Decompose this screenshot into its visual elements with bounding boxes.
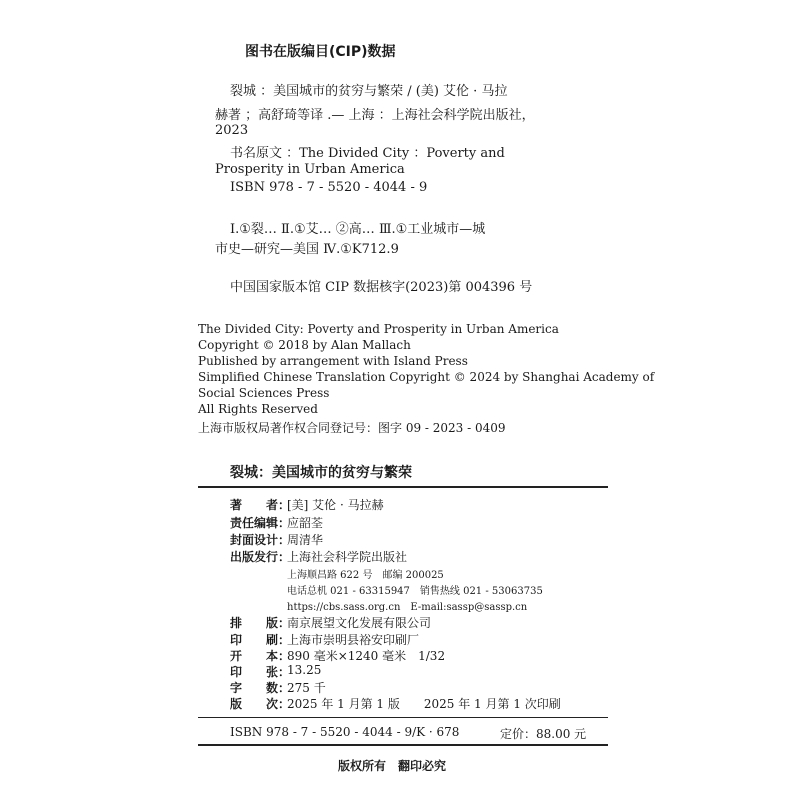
contract-registration: 上海市版权局著作权合同登记号：图字 09 - 2023 - 0409 <box>198 421 506 435</box>
sheets-value: 13.25 <box>287 663 322 677</box>
edition-label: 版 次： <box>230 697 291 711</box>
cip-line-5: Prosperity in Urban America <box>215 162 405 177</box>
editor-label: 责任编辑： <box>230 516 291 530</box>
cip-classification-2: 市史—研究—美国 Ⅳ.①K712.9 <box>215 242 399 257</box>
publisher-web: https://cbs.sass.org.cn E-mail:sassp@sassp.cn <box>287 602 528 613</box>
typeset-label: 排 版： <box>230 616 291 630</box>
cip-line-2: 赫著 ；高舒琦等译 .— 上海 ：上海社会科学院出版社， <box>215 108 535 123</box>
edition-value: 2025 年 1 月第 1 版 2025 年 1 月第 1 次印刷 <box>287 697 561 711</box>
rights-reserved-line: All Rights Reserved <box>198 402 318 416</box>
rights-footer: 版权所有 翻印必究 <box>338 759 447 773</box>
format-label: 开 本： <box>230 649 291 663</box>
author-label: 著 者： <box>230 498 291 512</box>
author-value: [美] 艾伦 · 马拉赫 <box>287 498 384 512</box>
credits-top-rule <box>198 486 608 488</box>
publisher-phones: 电话总机 021 - 63315947 销售热线 021 - 53063735 <box>287 586 543 597</box>
editor-value: 应韶荃 <box>287 516 324 530</box>
arrangement-line: Published by arrangement with Island Press <box>198 354 468 368</box>
print-value: 上海市崇明县裕安印刷厂 <box>287 633 420 647</box>
cip-line-4: 书名原文 ：The Divided City ：Poverty and <box>230 146 505 161</box>
cip-heading: 图书在版编目(CIP)数据 <box>245 44 396 60</box>
format-value: 890 毫米×1240 毫米 1/32 <box>287 649 446 663</box>
publisher-value: 上海社会科学院出版社 <box>287 550 408 564</box>
copyright-line: Copyright © 2018 by Alan Mallach <box>198 338 411 352</box>
word-count-label: 字 数： <box>230 681 291 695</box>
cover-design-label: 封面设计： <box>230 533 291 547</box>
publisher-address: 上海顺昌路 622 号 邮编 200025 <box>287 570 444 581</box>
word-count-value: 275 千 <box>287 681 326 695</box>
book-title: 裂城：美国城市的贫穷与繁荣 <box>230 465 412 481</box>
isbn-bottom-rule <box>198 744 608 746</box>
print-label: 印 刷： <box>230 633 291 647</box>
translation-copyright-line-2: Social Sciences Press <box>198 386 330 400</box>
typeset-value: 南京展望文化发展有限公司 <box>287 616 432 630</box>
isbn-line: ISBN 978 - 7 - 5520 - 4044 - 9/K · 678 <box>230 725 460 739</box>
cip-line-isbn: ISBN 978 - 7 - 5520 - 4044 - 9 <box>230 180 428 195</box>
cip-number: 中国国家版本馆 CIP 数据核字(2023)第 004396 号 <box>230 280 533 295</box>
isbn-top-rule <box>198 717 608 718</box>
cip-classification-1: Ⅰ.①裂… Ⅱ.①艾… ②高… Ⅲ.①工业城市—城 <box>230 222 486 237</box>
sheets-label: 印 张： <box>230 665 291 679</box>
cip-line-1: 裂城 ：美国城市的贫穷与繁荣 / (美) 艾伦 · 马拉 <box>230 84 508 99</box>
cover-design-value: 周清华 <box>287 533 324 547</box>
cip-line-3: 2023 <box>215 123 249 138</box>
translation-copyright-line: Simplified Chinese Translation Copyright © 2024 by Shanghai Academy of <box>198 370 655 384</box>
publisher-label: 出版发行： <box>230 550 291 564</box>
english-title-line: The Divided City: Poverty and Prosperity in Urban America <box>198 322 559 336</box>
price: 定价：88.00 元 <box>500 727 587 741</box>
